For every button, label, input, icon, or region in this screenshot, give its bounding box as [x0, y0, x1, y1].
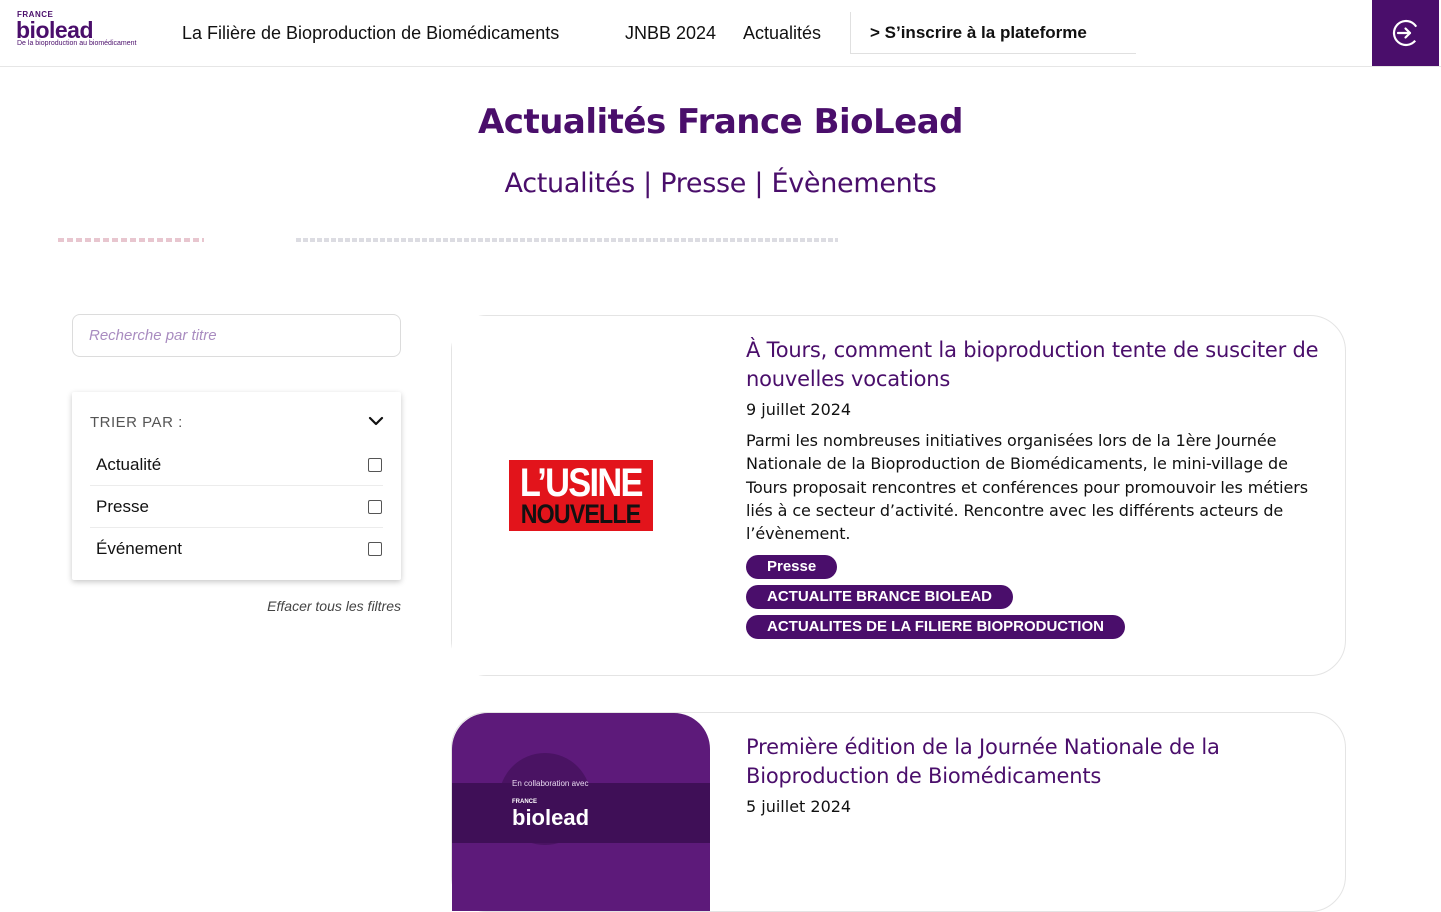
filter-actualite[interactable]: [90, 444, 383, 486]
search-input[interactable]: [72, 314, 401, 357]
logo-line-1: L’USINE: [520, 461, 642, 505]
article-title[interactable]: Première édition de la Journée Nationale de la Bioproduction de Biomédicaments: [746, 735, 1220, 788]
promo-logo-small: FRANCE: [512, 799, 537, 805]
filter-checkbox[interactable]: [368, 542, 382, 556]
article-excerpt: Parmi les nombreuses initiatives organisées lors de la 1ère Journée Nationale de la Bioproduction de Biomédicaments, le mini-village de Tours proposait rencontres et conférences pour promouvoir les métiers liés à ce secteur d’activité. Rencontre avec les différents acteurs de l’évènement.: [746, 431, 1308, 544]
faded-text-fragment: [296, 236, 838, 242]
clear-filters-link[interactable]: Effacer tous les filtres: [267, 598, 401, 614]
chevron-down-icon[interactable]: [368, 415, 384, 427]
promo-logo: biolead: [512, 805, 590, 830]
filter-label: Presse: [96, 496, 149, 516]
article-date: 9 juillet 2024: [746, 400, 852, 419]
usine-nouvelle-logo: [509, 460, 653, 531]
sort-label: TRIER PAR :: [90, 414, 183, 431]
logo-tagline: De la bioproduction au biomédicament: [17, 40, 137, 47]
article-date: 5 juillet 2024: [746, 797, 852, 816]
article-type-badge[interactable]: Presse: [746, 555, 837, 579]
signup-platform-link[interactable]: > S’inscrire à la plateforme: [850, 12, 1136, 54]
filter-label: Événement: [96, 539, 182, 558]
login-button[interactable]: [1372, 0, 1439, 66]
sort-filter-panel: [72, 392, 401, 580]
article-image[interactable]: [452, 316, 710, 675]
page-subtitle: Actualités | Presse | Évènements: [504, 168, 937, 199]
article-tag[interactable]: ACTUALITE BRANCE BIOLEAD: [746, 585, 1013, 609]
login-icon: [1391, 18, 1421, 48]
logo-line-2: NOUVELLE: [521, 499, 641, 529]
faded-text-fragment: [58, 236, 204, 242]
article-body: [746, 336, 1326, 639]
logo-main-text: biolead: [16, 17, 94, 43]
article-body: [746, 733, 1326, 816]
article-tag[interactable]: ACTUALITES DE LA FILIERE BIOPRODUCTION: [746, 615, 1125, 639]
nav-jnbb-2024[interactable]: JNBB 2024: [625, 23, 717, 43]
filter-label: Actualité: [96, 454, 162, 474]
filter-checkbox[interactable]: [368, 500, 382, 514]
article-card[interactable]: [451, 315, 1346, 676]
article-title[interactable]: À Tours, comment la bioproduction tente de susciter de nouvelles vocations: [746, 338, 1319, 391]
france-biolead-logo[interactable]: [16, 10, 166, 56]
nav-filiere[interactable]: La Filière de Bioproduction de Biomédicaments: [182, 23, 560, 43]
page-title: Actualités France BioLead: [477, 102, 963, 142]
filter-checkbox[interactable]: [368, 458, 382, 472]
article-card[interactable]: [451, 712, 1346, 912]
nav-actualites[interactable]: Actualités: [743, 23, 822, 43]
filter-evenement[interactable]: [90, 528, 383, 570]
filter-presse[interactable]: [90, 486, 383, 528]
site-header: [0, 0, 1441, 67]
logo-small-text: FRANCE: [17, 10, 54, 19]
article-image[interactable]: [452, 713, 710, 911]
collaboration-text: En collaboration avec: [512, 779, 589, 788]
